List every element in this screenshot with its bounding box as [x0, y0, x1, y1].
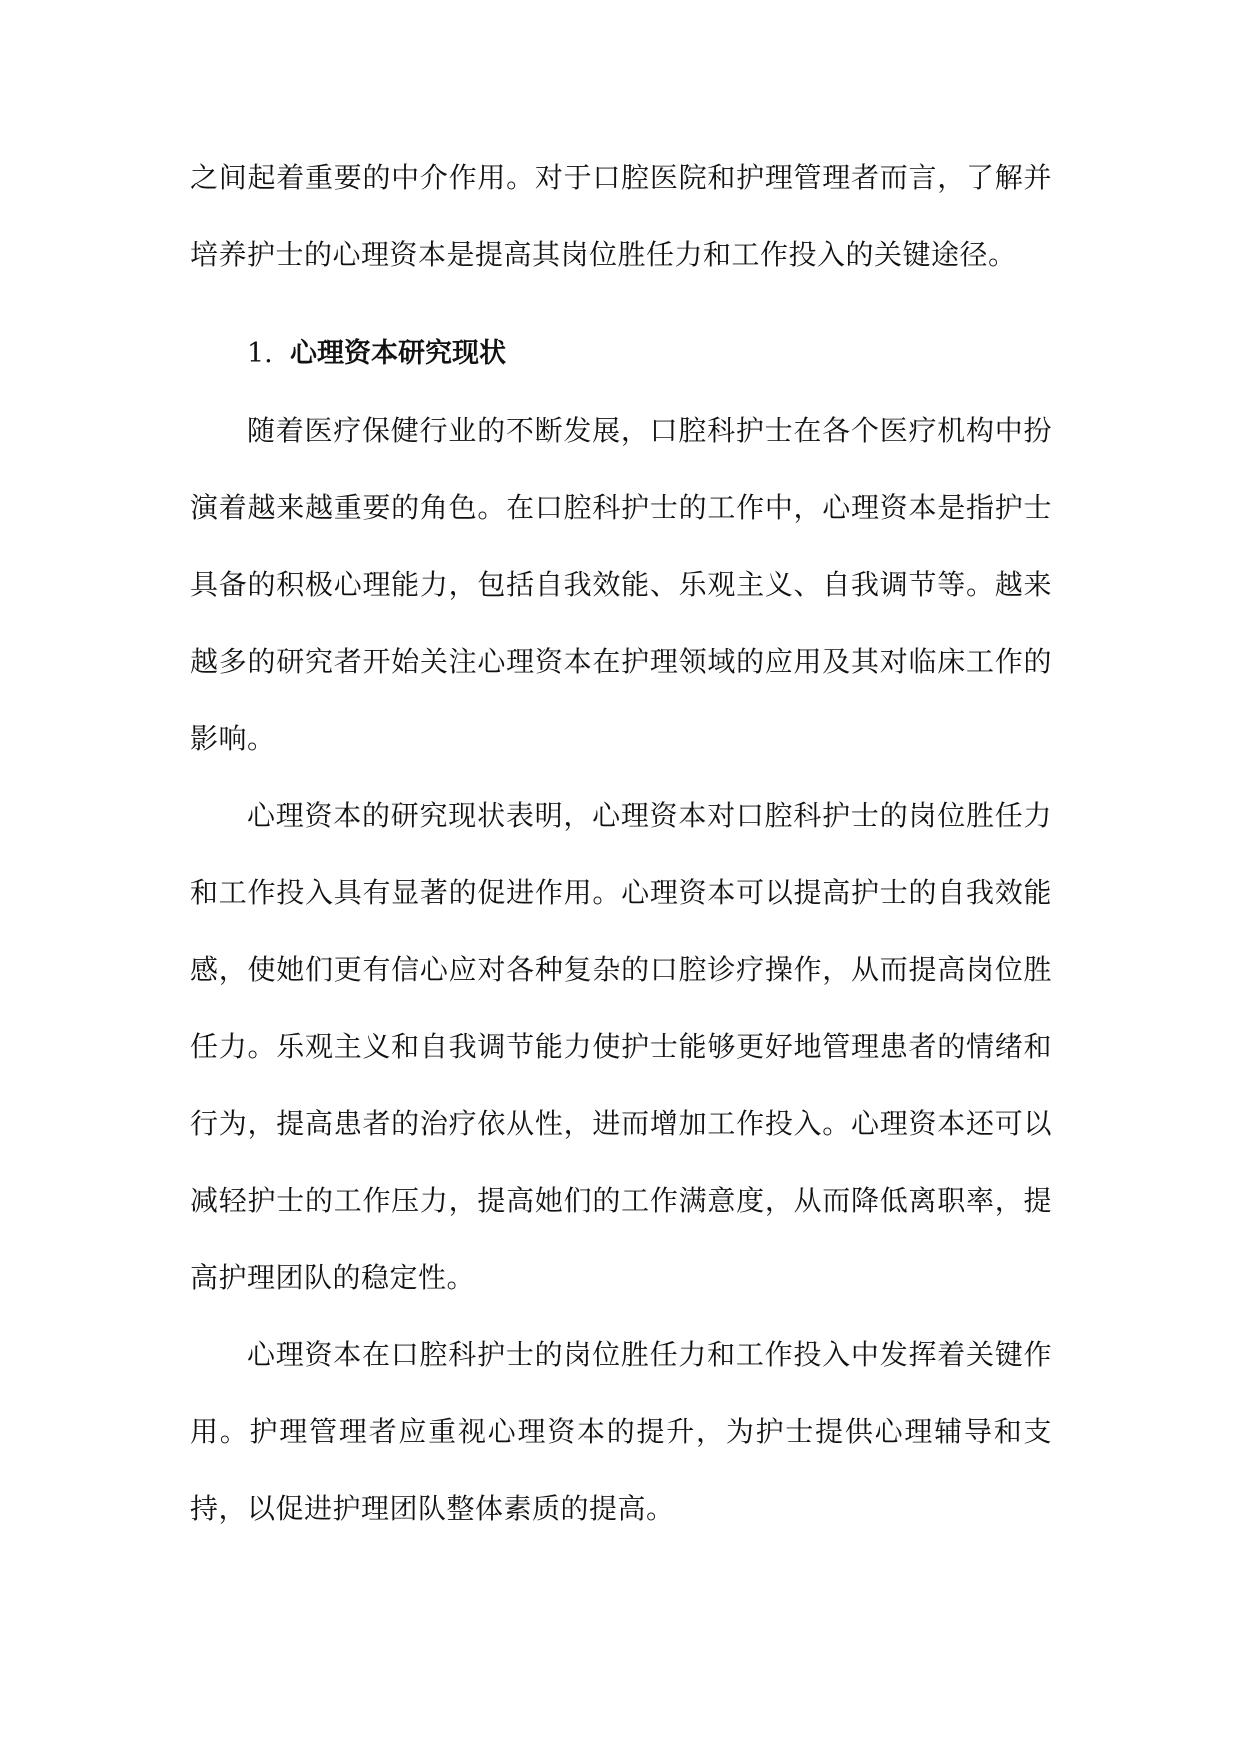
- page-content: [190, 139, 1052, 1547]
- section-number: 1.: [247, 338, 273, 369]
- paragraph-continued: 之间起着重要的中介作用。对于口腔医院和护理管理者而言，了解并培养护士的心理资本是提高其岗位胜任力和工作投入的关键途径。: [190, 161, 1052, 271]
- paragraph-intro: 随着医疗保健行业的不断发展，口腔科护士在各个医疗机构中扮演着越来越重要的角色。在口腔科护士的工作中，心理资本是指护士具备的积极心理能力，包括自我效能、乐观主义、自我调节等。越来越多的研究者开始关注心理资本在护理领域的应用及其对临床工作的影响。: [190, 414, 1052, 755]
- paragraph-research-status: 心理资本的研究现状表明，心理资本对口腔科护士的岗位胜任力和工作投入具有显著的促进作用。心理资本可以提高护士的自我效能感，使她们更有信心应对各种复杂的口腔诊疗操作，从而提高岗位胜任力。乐观主义和自我调节能力使护士能够更好地管理患者的情绪和行为，提高患者的治疗依从性，进而增加工作投入。心理资本还可以减轻护士的工作压力，提高她们的工作满意度，从而降低离职率，提高护理团队的稳定性。: [190, 799, 1052, 1294]
- paragraph-conclusion: 心理资本在口腔科护士的岗位胜任力和工作投入中发挥着关键作用。护理管理者应重视心理资本的提升，为护士提供心理辅导和支持，以促进护理团队整体素质的提高。: [190, 1338, 1052, 1525]
- section-heading: [190, 315, 1052, 392]
- section-title: 心理资本研究现状: [290, 338, 506, 369]
